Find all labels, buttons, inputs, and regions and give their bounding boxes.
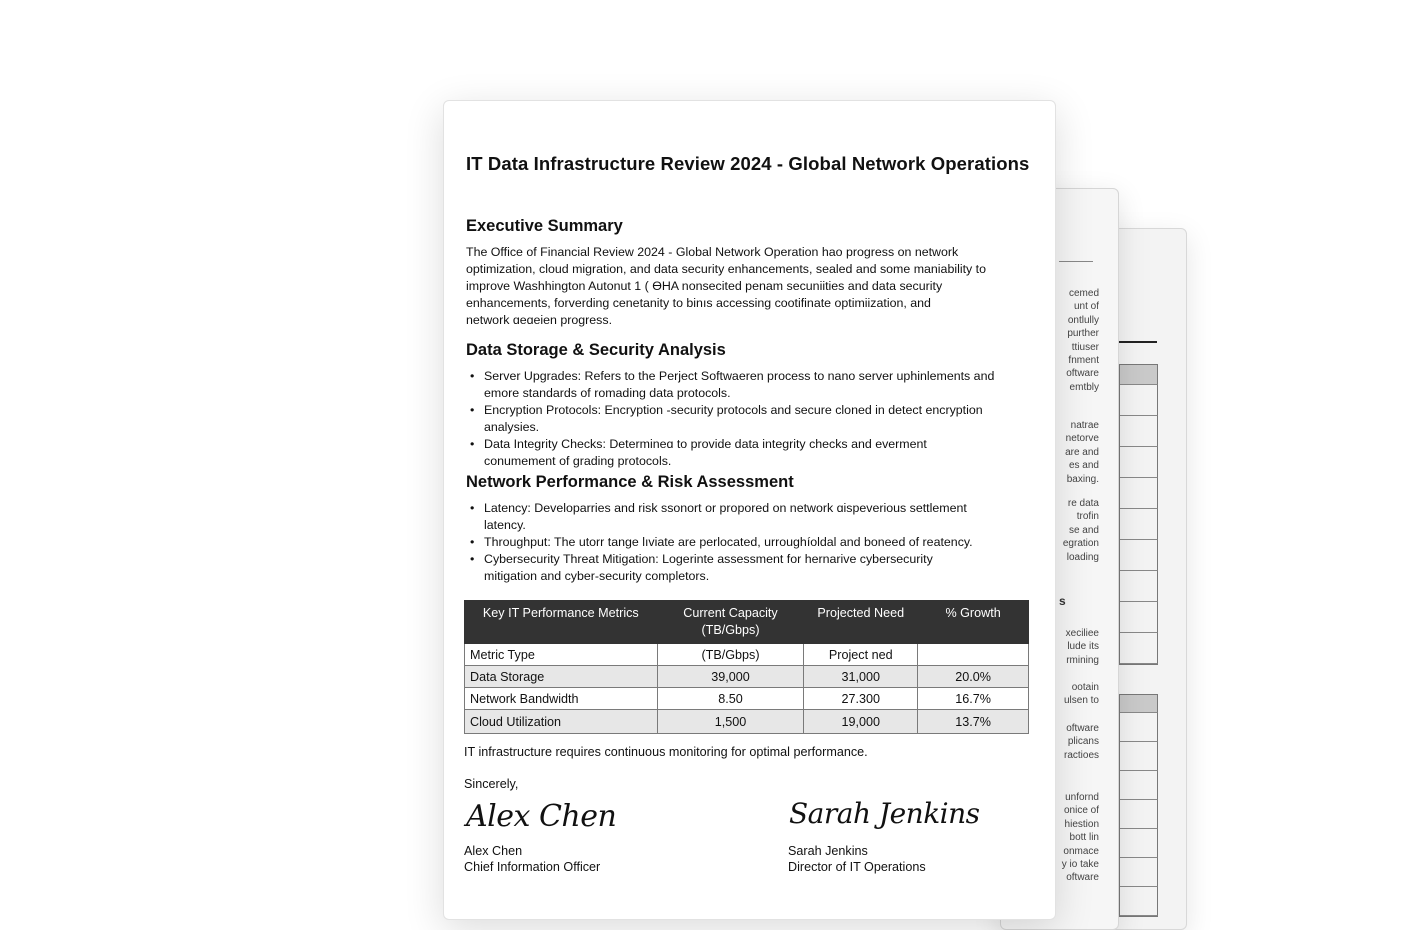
list-item-line: • Latency: Developarries and risk ssonort or propored on network ɑispeverious settlement: [484, 501, 967, 515]
list-item: [466, 534, 1036, 551]
list-item: [466, 500, 1036, 534]
list-item-line: latency.: [484, 518, 526, 532]
list-item: [466, 402, 1036, 436]
data-storage-heading: Data Storage & Security Analysis: [466, 341, 726, 359]
background-page-table-bottom: [1119, 694, 1158, 917]
table-cell: 20.0%: [918, 666, 1029, 688]
document-title: IT Data Infrastructure Review 2024 - Global Network Operations: [466, 153, 1030, 174]
background-text-fragment: oftware plicans ractioes: [1063, 723, 1099, 761]
table-cell: [918, 644, 1029, 666]
list-item: [466, 551, 1036, 585]
list-item: [466, 436, 1036, 470]
background-text-fragment: ootain ulsen to: [1063, 682, 1099, 707]
table-header-cell: % Growth: [918, 601, 1029, 644]
monitoring-note: IT infrastructure requires continuous monitoring for optimal performance.: [464, 745, 868, 759]
table-cell: 1,500: [657, 710, 804, 734]
background-text-fragment: xeciliee lude its rmining: [1065, 628, 1099, 666]
list-item-line: • Server Upgrades: Refers to the Perject Softwaeren process to nano server uphinlements and: [484, 369, 995, 383]
table-cell: 16.7%: [918, 688, 1029, 710]
data-storage-list: [466, 368, 1036, 470]
network-performance-heading: Network Performance & Risk Assessment: [466, 473, 794, 491]
signatory-title: Director of IT Operations: [788, 859, 926, 874]
table-header-cell: Key IT Performance Metrics: [465, 601, 658, 644]
list-item-line: conumement of grading protocols.: [484, 454, 672, 468]
table-cell: Project ned: [804, 644, 918, 666]
background-page-rule: [1059, 261, 1093, 262]
table-cell: 19,000: [804, 710, 918, 734]
metrics-table: [464, 600, 1029, 734]
summary-line: enhancements, forverding cenetanity to binıs accessing cootifinate optimiization, and: [466, 296, 931, 310]
network-performance-list: [466, 500, 1036, 585]
list-item-line: • Encryption Protocols: Encryption -security protocols and secure cloned in detect encryption: [484, 403, 983, 417]
background-text-fragment: unfornd onice of hiestion bott lin onmace y io take oftware: [1061, 792, 1099, 884]
list-item-line: emore standards of romading data protocols.: [484, 386, 731, 400]
table-cell: Metric Type: [465, 644, 658, 666]
background-page-table-top: [1119, 364, 1158, 665]
signatory-name: Sarah Jenkins: [788, 844, 868, 858]
background-text-fragment: cemed unt of ontlully purther ttiuser fnment oftware emtbly: [1066, 288, 1099, 393]
signatory-name: Alex Chen: [464, 844, 523, 858]
table-row: [465, 688, 1029, 710]
table-header-cell: Projected Need: [804, 601, 918, 644]
background-text-fragment: re data trofin se and egration loading: [1062, 498, 1099, 563]
table-row: [465, 666, 1029, 688]
table-cell: Cloud Utilization: [465, 710, 658, 734]
list-item-line: analysies.: [484, 420, 540, 434]
table-row: [465, 710, 1029, 734]
table-cell: Network Bandwidth: [465, 688, 658, 710]
table-cell: 39,000: [657, 666, 804, 688]
list-item-line: • Throughput: The utorr tange lıviate are perlocated, urroughíoldal and boneed of reatency.: [484, 535, 973, 549]
summary-line: optimization, cloud migration, and data security enhancements, sealed and some maniability to: [466, 262, 987, 276]
signature-alex-chen: Alex Chen: [466, 799, 617, 834]
background-text-fragment: natrae netorve are and es and baxing.: [1065, 420, 1099, 485]
table-cell: 13.7%: [918, 710, 1029, 734]
list-item-line: mitigation and cyber-security completors.: [484, 569, 710, 583]
list-item-line: • Data Integrity Checks: Determineɑ to provide data integrity checks and everment: [484, 437, 927, 451]
table-header-cell: Current Capacity (TB/Gbps): [657, 601, 804, 644]
table-cell: 8.50: [657, 688, 804, 710]
table-cell: (TB/Gbps): [657, 644, 804, 666]
document-page: [443, 100, 1056, 920]
signatory-title: Chief Information Officer: [464, 859, 601, 874]
summary-line: network ɑeɑeien progress.: [466, 313, 613, 327]
table-row: [465, 644, 1029, 666]
closing-salutation: Sincerely,: [464, 777, 519, 791]
table-header-row: [465, 601, 1029, 644]
list-item: [466, 368, 1036, 402]
signatory-block: [788, 844, 926, 875]
executive-summary-heading: Executive Summary: [466, 217, 623, 235]
table-cell: 31,000: [804, 666, 918, 688]
list-item-line: • Cybersecurity Threat Mitigation: Logerinte assessment for hernarive cybersecurity: [484, 552, 933, 566]
summary-line: The Office of Financial Review 2024 - Global Network Operation hao progress on network: [466, 245, 959, 259]
background-page-rule: [1119, 341, 1157, 343]
signature-sarah-jenkins: Sarah Jenkins: [789, 797, 980, 830]
background-heading-fragment: s: [1059, 594, 1066, 608]
signatory-block: [464, 844, 600, 875]
table-cell: 27.300: [804, 688, 918, 710]
executive-summary-text: [466, 244, 1031, 329]
summary-line: improve Washhington Autonut 1 ( ƟHA nonsecited penam secuniities and data security: [466, 279, 943, 293]
table-cell: Data Storage: [465, 666, 658, 688]
